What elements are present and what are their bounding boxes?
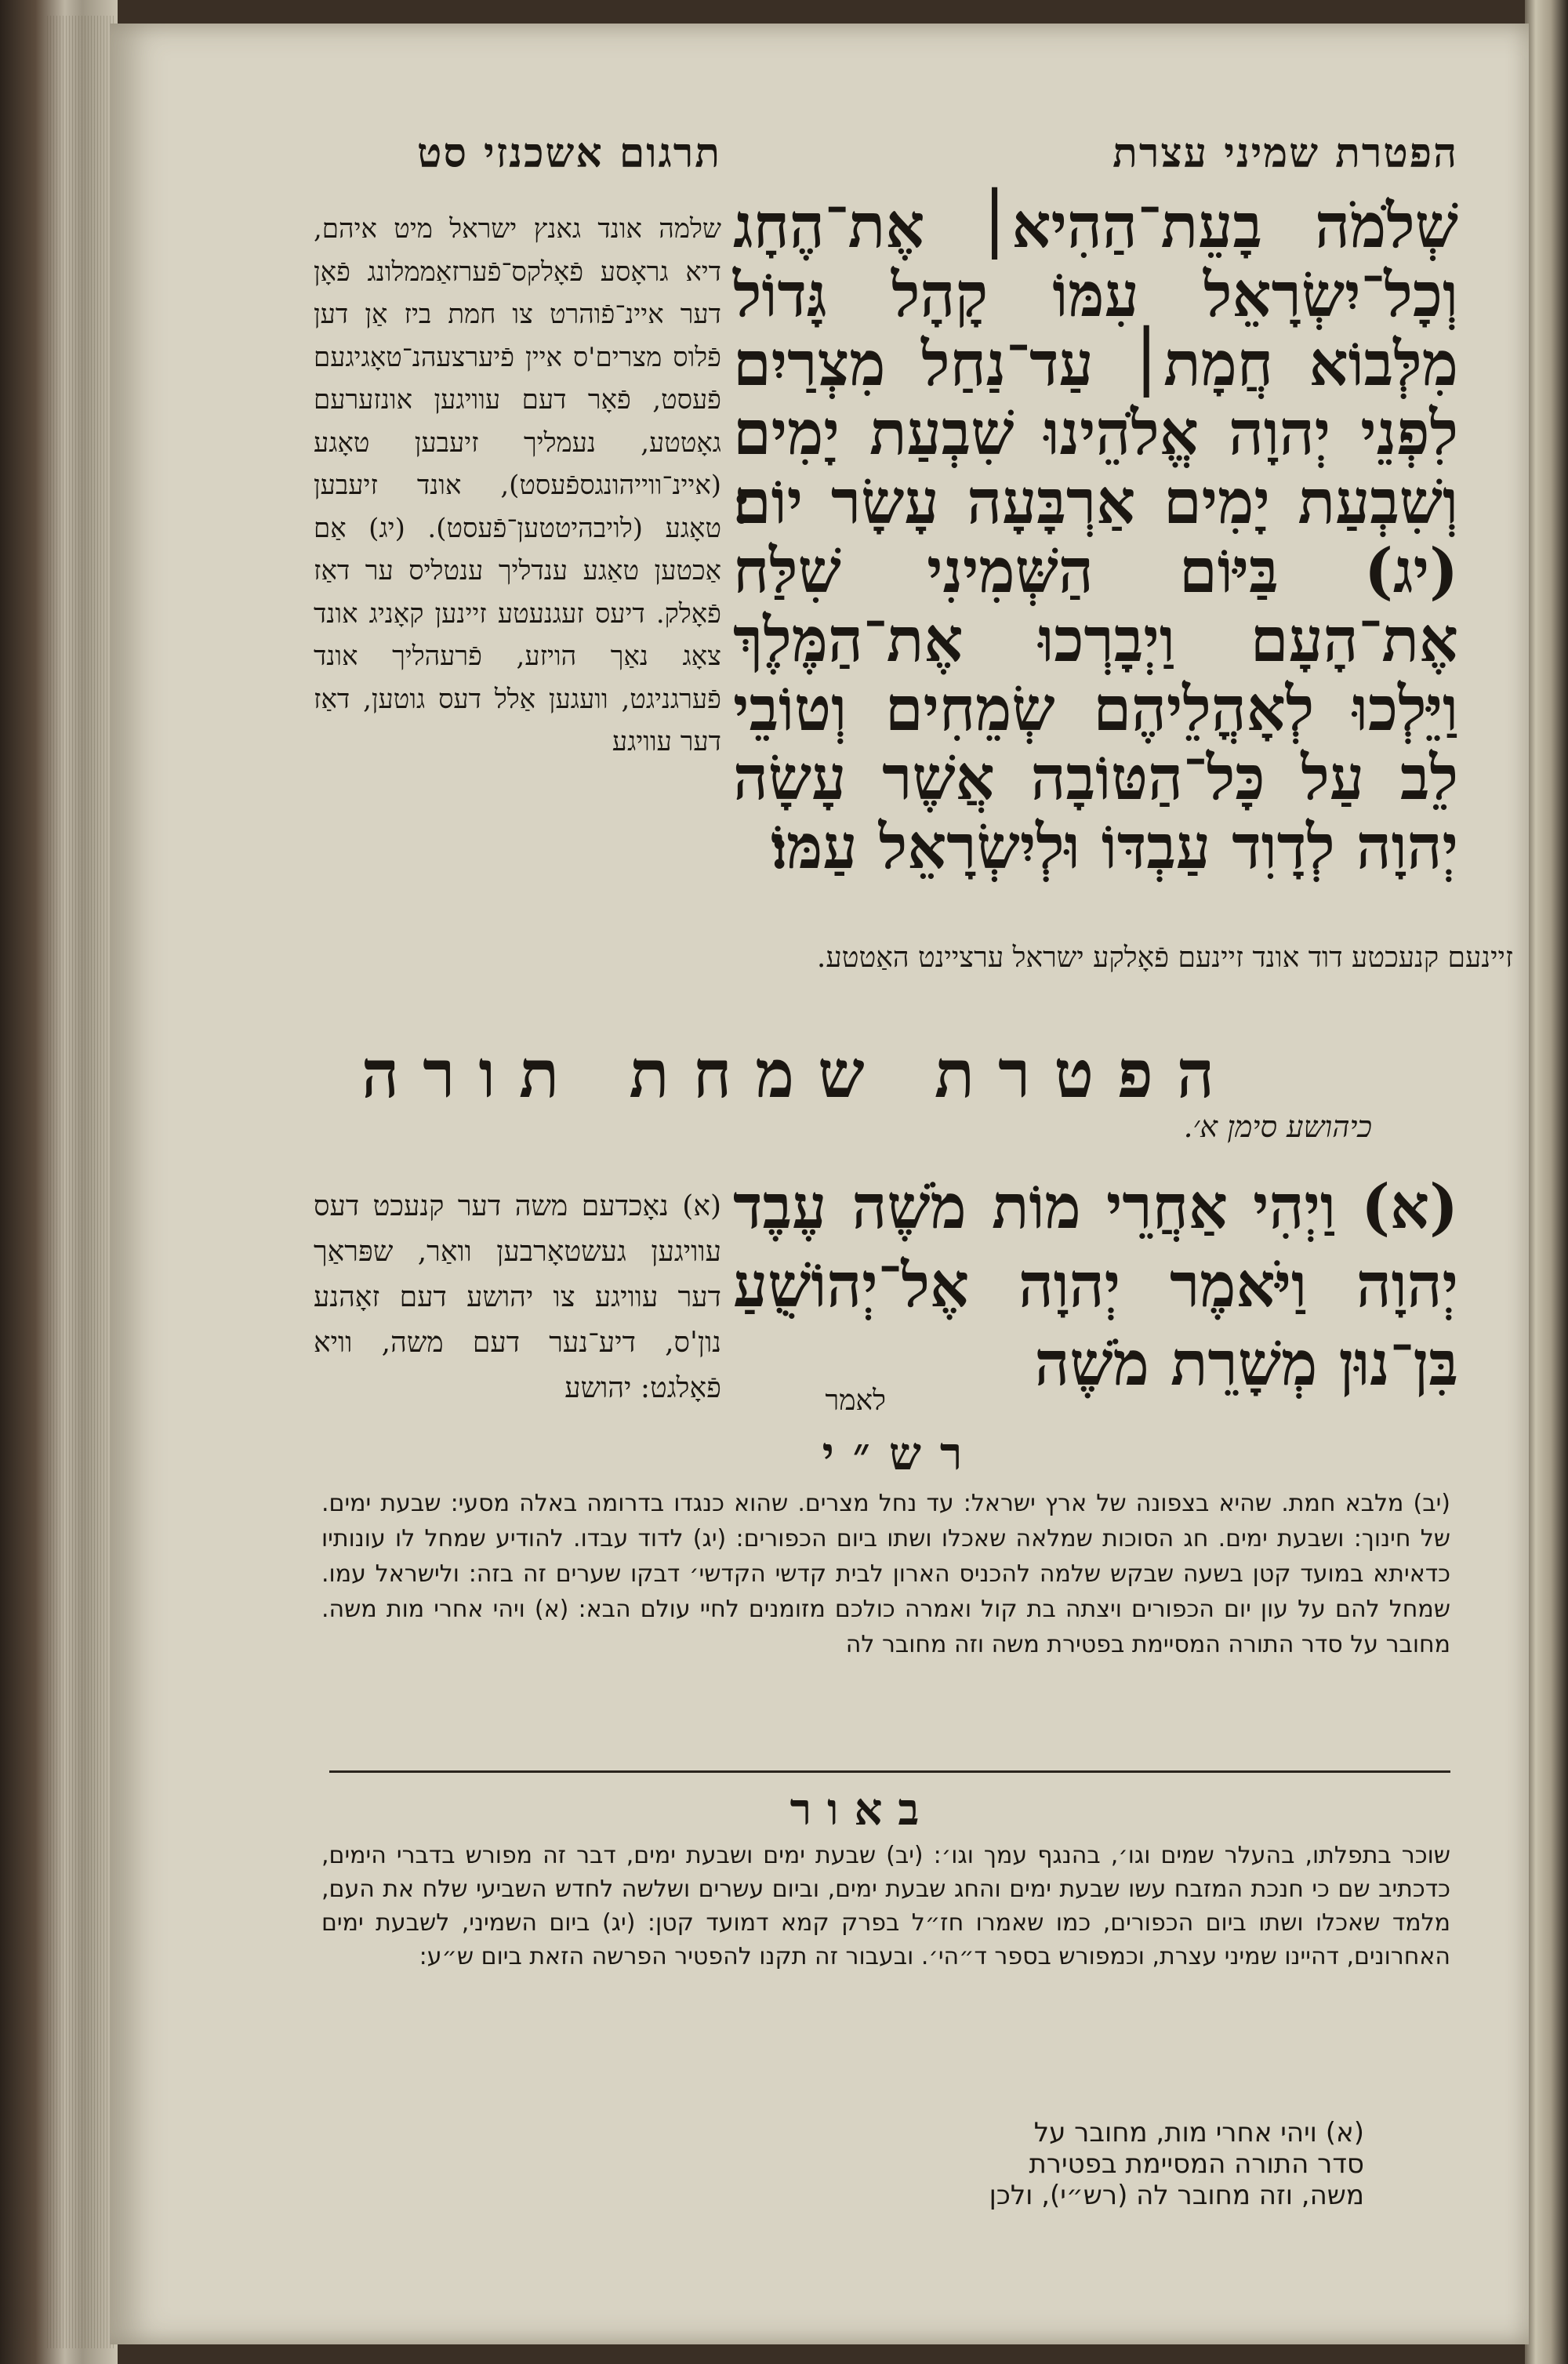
rashi-commentary: (יב) מלבא חמת. שהיא בצפונה של ארץ ישראל: עד נחל מצרים. שהוא כנגדו בדרומה באלה מסעי: שבעת ימים. של חינוך: ושבעת ימים. חג הסוכות שמלאה שאכלו ושתו ביום הכפורים: (יג) לדוד עבדו. להודיע שמחל לו עונותיו כדאיתא במועד קטן בשעה שבקש שלמה להכניס הארון לבית קדשי הקדשי׳ דבקו שערים זה בזה: ולישראל עמו. שמחל להם על עון יום הכפורים ויצתה בת קול ואמרה כולכם מזומנים לחיי עולם הבא: (א) ויהי אחרי מות משה. מחובר על סדר התורה המסיימת בפטירת משה וזה מחובר לה: [321, 1490, 1450, 1658]
chapter-reference: כיהושע סימן א׳.: [1183, 1109, 1372, 1144]
horizontal-rule: [329, 1770, 1450, 1773]
biur-heading: באור: [789, 1784, 935, 1836]
targum-tail-line: זיינעם קנעכטע דוד אונד זיינעם פֿאָלקע ישראל ערציינט האַטטע.: [816, 942, 1513, 974]
continuation-word: לאמר: [825, 1385, 886, 1417]
biur-commentary: שוכר בתפלתו, בהעלר שמים וגו׳, בהנגף עמך וגו׳: (יב) שבעת ימים ושבעת ימים, דבר זה מפורש בדברי הימים, כדכתיב שם כי חנכת המזבח עשו שבעת ימים והחג שבעת ימים, וביום עשרים ושלשה לחדש השביעי שלח את העם, מלמד שאכלו ושתו ביום הכפורים, כמו שאמרו חז״ל בפרק קמא דמועד קטן: (יג) ביום השמיני, לשבעת ימים האחרונים, דהיינו שמיני עצרת, וכמפורש בספר ד״הי׳. ובעבור זה תקנו להפטיר הפרשה הזאת ביום ש״ע:: [321, 1842, 1450, 1970]
targum-column-2: (א) נאָכדעם משה דער קנעכט דעס עוויגען געשטאָרבען וואַר, שפּראַך דער עוויגע צו יהושע דעם זאָהנע נון'ס, דיע־נער דעם משה, וויא פֿאָלגט: יהושע: [314, 1190, 721, 1404]
page-edge-lines: [47, 16, 114, 2348]
book-page-edges-left: [0, 0, 118, 2364]
section-title: הפטרת שמחת תורה: [361, 1035, 1239, 1113]
rashi-heading: רש״י: [822, 1427, 982, 1480]
targum-column: שלמה אונד גאנץ ישראל מיט איהם, דיא גראָסע פֿאָלקס־פֿערזאַממלונג פֿאָן דער איינ־פֿוהרט צו חמת ביז אַן דען פֿלוס מצרים'ס איין פֿיערצעהנ־טאָגיגעם פֿעסט, פֿאָר דעם עוויגען אונזערעם גאָטטע, נעמליך זיעבען טאָגע (איינ־ווייהונגספֿעסט), אונד זיעבען טאָגע (לויבהיטטען־פֿעסט). (יג) אַם אַכטען טאַגע ענדליך ענטליס ער דאַז פֿאָלק. דיעס זעגנעטע זיינען קאָניג אונד צאָג נאַך הויזע, פֿרעהליך אונד פֿערגניגט, וועגען אַלל דעס גוטען, דאַז דער עוויגע: [314, 213, 721, 757]
biur-last-line: (א) ויהי אחרי מות, מחובר על סדר התורה המסיימת בפטירת משה, וזה מחובר לה (רש״י), ולכן: [989, 2117, 1364, 2211]
running-header-left: תרגום אשכנזי סט: [416, 129, 721, 177]
book-page-edges-right: [1525, 0, 1568, 2364]
running-header-right: הפטרת שמיני עצרת: [1112, 129, 1458, 177]
hebrew-main-text-block: שְׁלֹמֹה בָעֵת־הַהִיא׀ אֶת־הֶחָג וְכָל־יִשְׂרָאֵל עִמּוֹ קָהָל גָּדוֹל מִלְּבוֹא חֲמָת׀ עַד־נַחַל מִצְרַיִם לִפְנֵי יְהוָה אֱלֹהֵינוּ שִׁבְעַת יָמִים וְשִׁבְעַת יָמִים אַרְבָּעָה עָשָׂר יוֹם׃ (יג) בַּיּוֹם הַשְּׁמִינִי שִׁלַּח אֶת־הָעָם וַיְבָרְכוּ אֶת־הַמֶּלֶךְ וַיֵּלְכוּ לְאָהֳלֵיהֶם שְׂמֵחִים וְטוֹבֵי לֵב עַל כָּל־הַטּוֹבָה אֲשֶׁר עָשָׂה יְהוָה לְדָוִד עַבְדּוֹ וּלְיִשְׂרָאֵל עַמּוֹ׃: [733, 191, 1458, 883]
hebrew-main-text-block-2: (א) וַיְהִי אַחֲרֵי מוֹת מֹשֶׁה עֶבֶד יְהוָה וַיֹּאמֶר יְהוָה אֶל־יְהוֹשֻׁעַ בִּן־נוּן מְשָׁרֵת מֹשֶׁה: [733, 1171, 1458, 1400]
